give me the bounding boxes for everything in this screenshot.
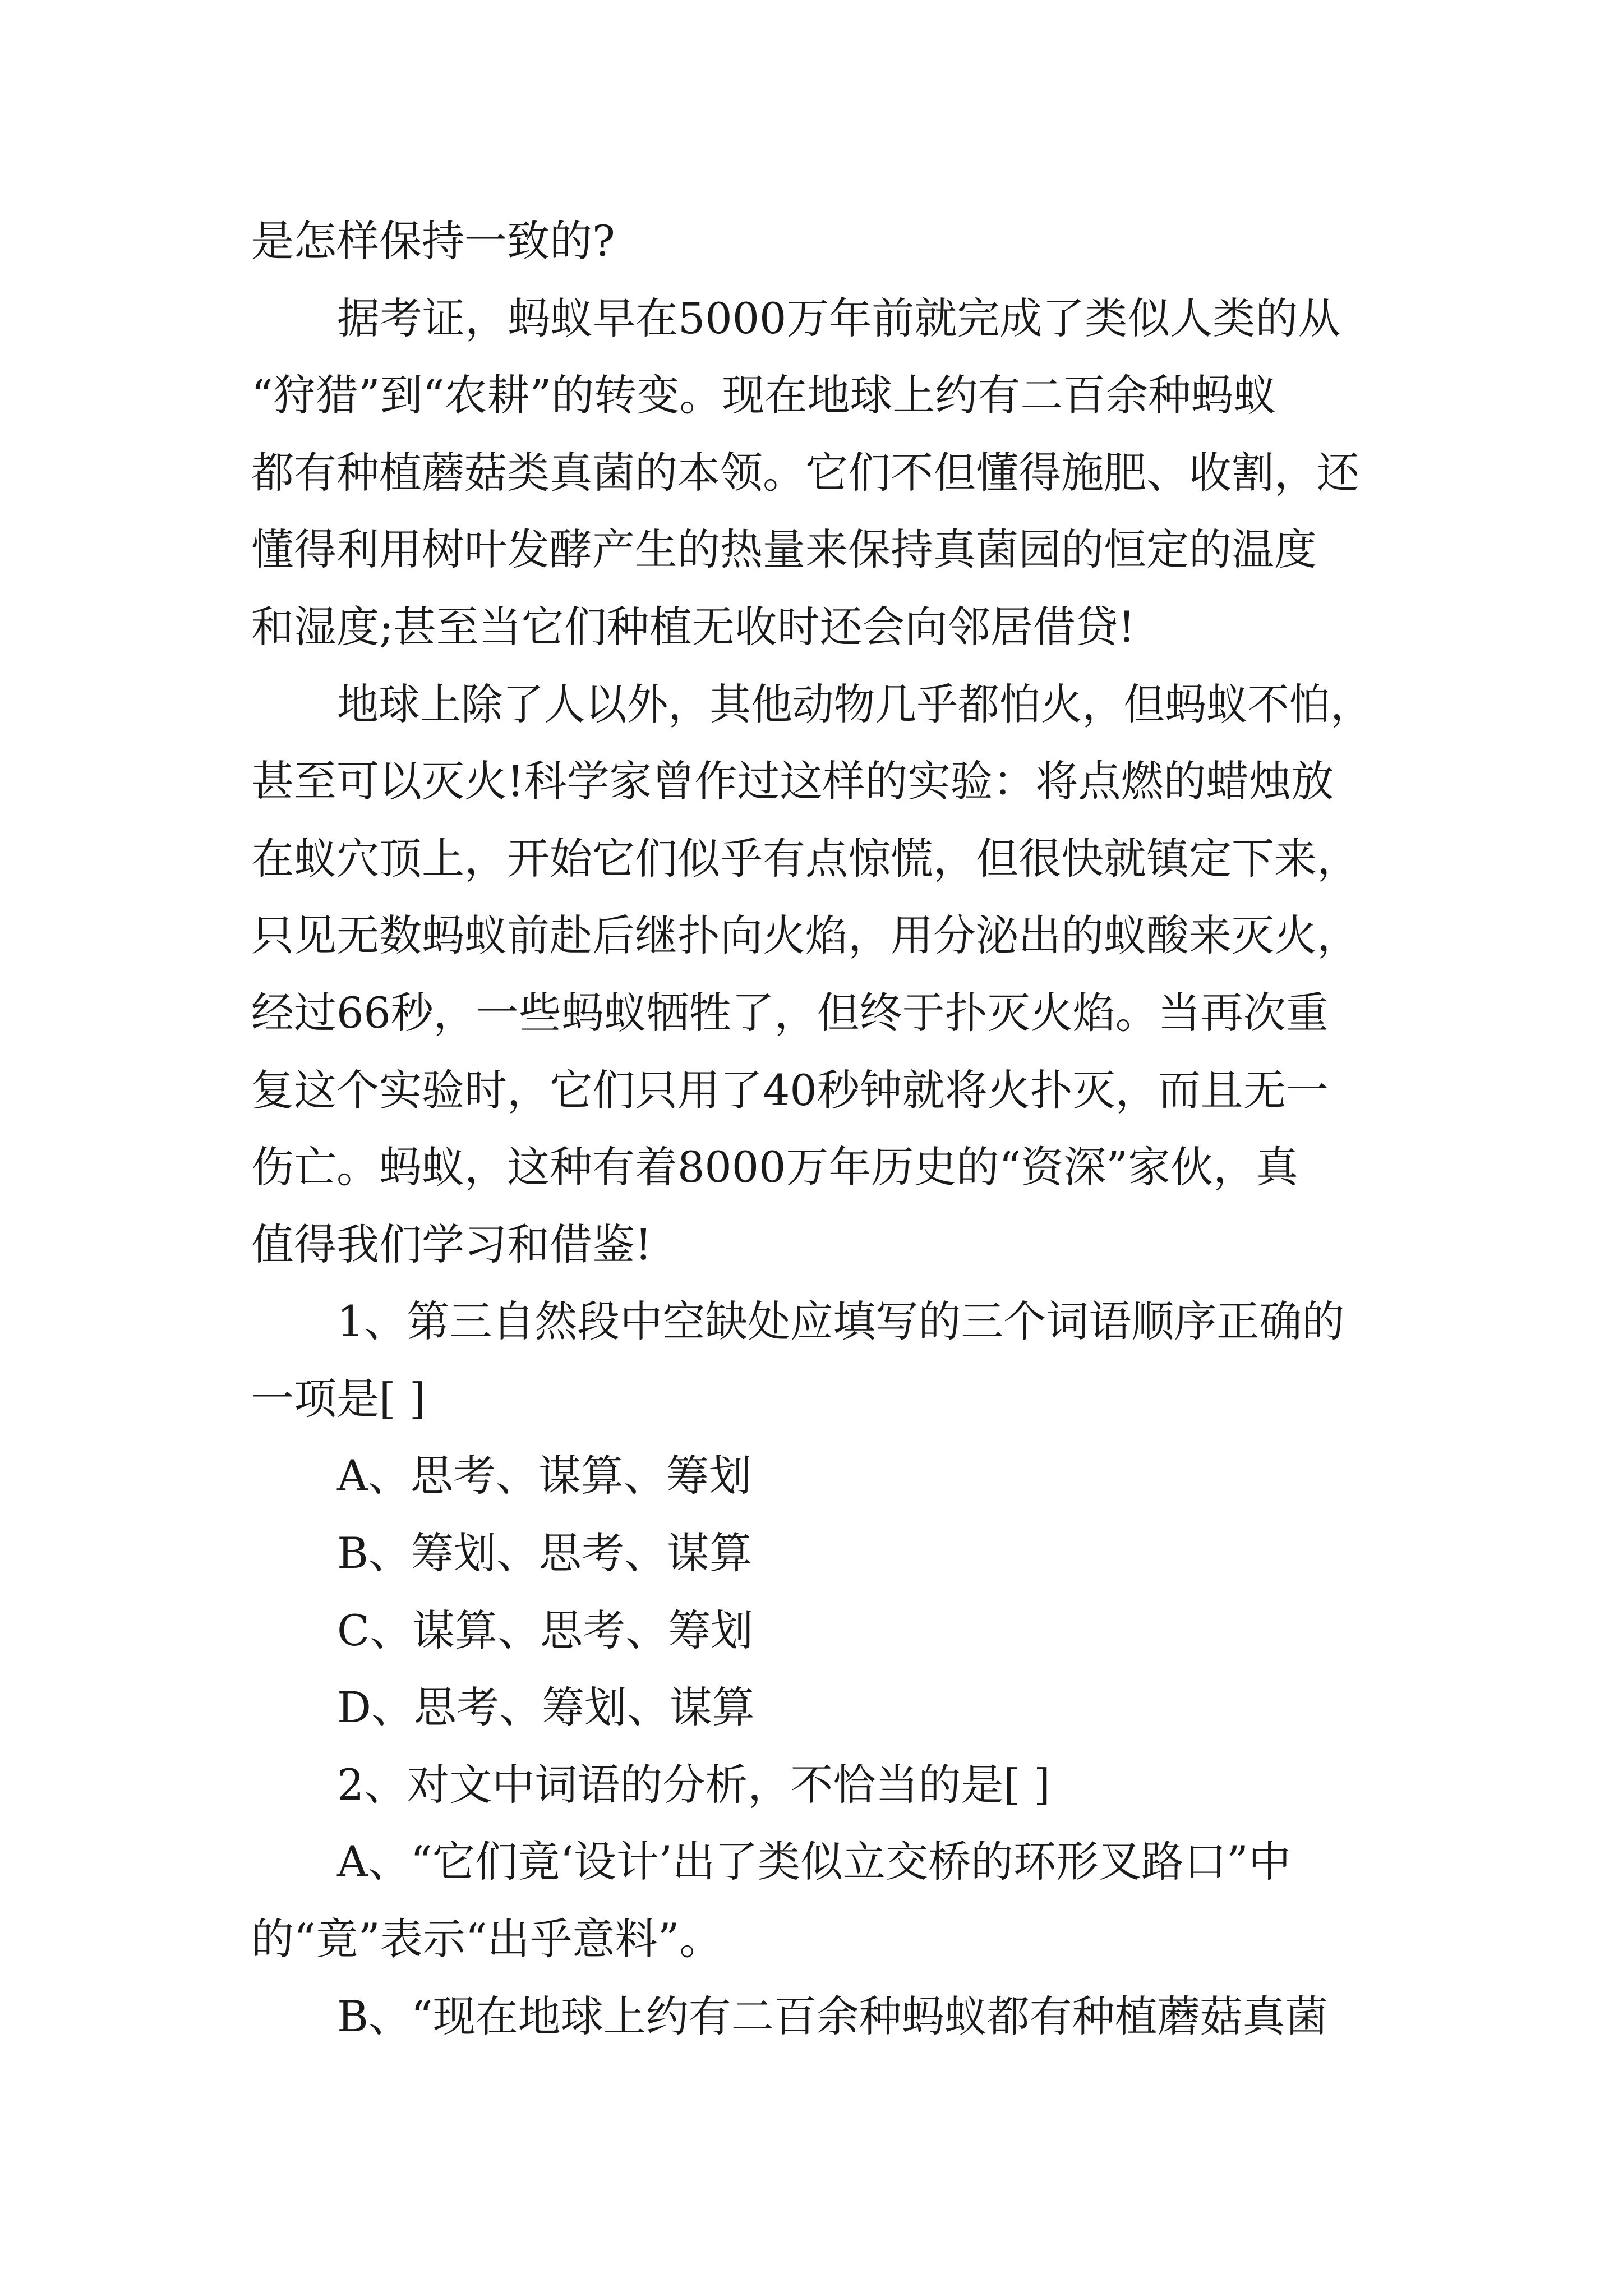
- text-line: 在蚁穴顶上，开始它们似乎有点惊慌，但很快就镇定下来，: [251, 834, 1359, 884]
- option-c: C、谋算、思考、筹划: [337, 1605, 754, 1655]
- text-line: 一项是[ ]: [251, 1374, 426, 1424]
- text-line: 值得我们学习和借鉴!: [251, 1220, 652, 1269]
- text-line: 据考证，蚂蚁早在5000万年前就完成了类似人类的从: [337, 293, 1341, 343]
- text-line: 懂得利用树叶发酵产生的热量来保持真菌园的恒定的温度: [251, 524, 1317, 574]
- text-line: 伤亡。蚂蚁，这种有着8000万年历史的“资深”家伙，真: [251, 1142, 1299, 1192]
- text-line: 是怎样保持一致的?: [251, 216, 615, 266]
- text-line: 经过66秒，一些蚂蚁牺牲了，但终于扑灭火焰。当再次重: [251, 988, 1329, 1038]
- text-line: 都有种植蘑菇类真菌的本领。它们不但懂得施肥、收割，还: [251, 448, 1359, 498]
- text-line: 地球上除了人以外，其他动物几乎都怕火，但蚂蚁不怕，: [337, 679, 1372, 729]
- text-line: 只见无数蚂蚁前赴后继扑向火焰，用分泌出的蚁酸来灭火，: [251, 910, 1359, 960]
- text-line: 复这个实验时，它们只用了40秒钟就将火扑灭，而且无一: [251, 1065, 1329, 1115]
- question-1: 1、第三自然段中空缺处应填写的三个词语顺序正确的: [337, 1296, 1345, 1346]
- text-line: “狩猎”到“农耕”的转变。现在地球上约有二百余种蚂蚁: [251, 370, 1276, 420]
- option-b: B、筹划、思考、谋算: [337, 1528, 752, 1578]
- option-b: B、“现在地球上约有二百余种蚂蚁都有种植蘑菇真菌: [337, 1991, 1328, 2041]
- text-line: 和湿度;甚至当它们种植无收时还会向邻居借贷!: [251, 602, 1136, 652]
- text-line: 甚至可以灭火!科学家曾作过这样的实验：将点燃的蜡烛放: [251, 756, 1334, 806]
- option-a: A、思考、谋算、筹划: [337, 1451, 751, 1501]
- question-2: 2、对文中词语的分析，不恰当的是[ ]: [337, 1760, 1050, 1810]
- text-line: 的“竟”表示“出乎意料”。: [251, 1914, 722, 1964]
- option-d: D、思考、筹划、谋算: [337, 1682, 755, 1732]
- option-a: A、“它们竟‘设计’出了类似立交桥的环形叉路口”中: [337, 1837, 1291, 1887]
